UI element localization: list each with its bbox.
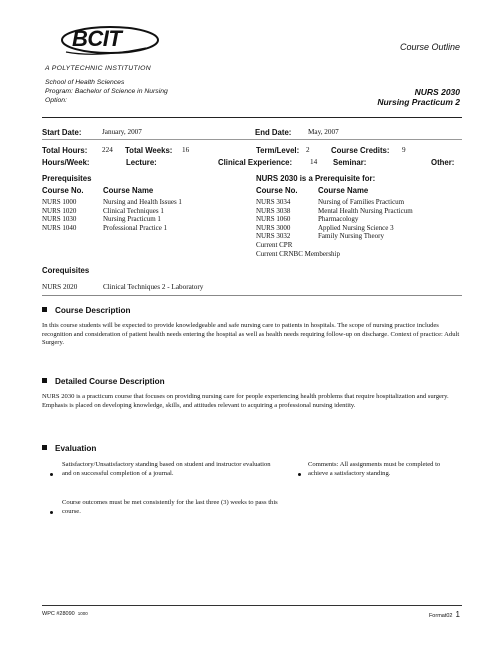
footer-left: WPC #28090 1000 [42, 611, 88, 617]
prerequisites-title: Prerequisites [42, 174, 92, 183]
footer-right: Format02 1 [428, 610, 460, 619]
other-label: Other: [431, 158, 455, 167]
prereq-for-course-numbers [256, 198, 316, 241]
bullet-dot-icon [50, 465, 53, 483]
table-row: NURS 1000 [42, 198, 77, 206]
coreq-course-name: Clinical Techniques 2 - Laboratory [103, 283, 204, 291]
option-label: Option: [45, 97, 67, 104]
table-row: NURS 1020 [42, 206, 77, 215]
table-row: NURS 3032 [256, 232, 291, 241]
table-row: NURS 3038 [256, 206, 291, 215]
prereq-for-course-names [318, 198, 468, 241]
table-row: Nursing and Health Issues 1 [103, 198, 182, 206]
prereq-col-no: Course No. [42, 186, 84, 195]
bullet-dot-icon [50, 503, 53, 521]
course-description-heading: Course Description [42, 306, 131, 315]
prereq-for-col-name: Course Name [318, 186, 369, 195]
clinical-value: 14 [310, 158, 318, 166]
clinical-label: Clinical Experience: [218, 158, 293, 167]
square-bullet-icon [42, 378, 47, 383]
program-name: Program: Bachelor of Science in Nursing [45, 88, 168, 95]
table-row: NURS 3000 [256, 223, 291, 232]
term-value: 2 [306, 146, 310, 154]
course-description-text: In this course students will be expected to provide knowledgeable and safe nursing care to patients in hospitals. The scope of nursing practice includes recognition and consideration of patient health needs entering the hospital as well as health needs requiring follow-up on discharge. Context of practice: Adult Surgery. [42, 322, 460, 347]
credits-label: Course Credits: [331, 146, 390, 155]
evaluation-bullet-2: Course outcomes must be met consistently for the last three (3) weeks to pass this course. [62, 499, 278, 515]
page-number: 1 [455, 610, 460, 619]
table-row: Pharmacology [318, 215, 359, 224]
prereq-course-numbers [42, 198, 102, 232]
section-divider [42, 295, 462, 296]
term-label: Term/Level: [256, 146, 300, 155]
detailed-description-heading: Detailed Course Description [42, 377, 165, 386]
table-row: Mental Health Nursing Practicum [318, 206, 413, 215]
table-row: NURS 1030 [42, 215, 77, 224]
header-divider [42, 117, 462, 118]
square-bullet-icon [42, 307, 47, 312]
table-row: NURS 3034 [256, 198, 291, 206]
footer-divider [42, 605, 462, 606]
bullet-dot-icon [298, 465, 301, 483]
course-name: Nursing Practicum 2 [377, 97, 460, 107]
doc-type: Course Outline [399, 42, 460, 52]
seminar-label: Seminar: [333, 158, 367, 167]
prereq-for-col-no: Course No. [256, 186, 298, 195]
table-row: Applied Nursing Science 3 [318, 223, 394, 232]
end-date-value: May, 2007 [308, 128, 339, 136]
credits-value: 9 [402, 146, 406, 154]
start-date-label: Start Date: [42, 128, 82, 137]
hours-week-label: Hours/Week: [42, 158, 90, 167]
prereq-for-title: NURS 2030 is a Prerequisite for: [256, 174, 376, 183]
total-weeks-label: Total Weeks: [125, 146, 173, 155]
start-date-value: January, 2007 [102, 128, 142, 136]
evaluation-heading: Evaluation [42, 444, 96, 453]
coreq-course-no: NURS 2020 [42, 283, 78, 291]
detailed-description-text: NURS 2030 is a practicum course that focuses on providing nursing care for people experiencing health problems that require hospitalization and surgery. Emphasis is placed on developing knowledge, skills, and attitudes relevant to acquiring a professional nursing identity. [42, 393, 449, 409]
table-row: Clinical Techniques 1 [103, 206, 164, 215]
evaluation-bullet-1: Satisfactory/Unsatisfactory standing based on student and instructor evaluation and on successful completion of a journal. [62, 461, 271, 477]
table-row: Professional Practice 1 [103, 223, 168, 232]
list-item: Current CPR [256, 241, 293, 249]
prereq-course-names [103, 198, 243, 232]
lecture-label: Lecture: [126, 158, 157, 167]
table-row: Family Nursing Theory [318, 232, 384, 241]
evaluation-bullet-3: Comments: All assignments must be completed to achieve a satisfactory standing. [308, 461, 441, 477]
end-date-label: End Date: [255, 128, 292, 137]
total-weeks-value: 16 [182, 146, 190, 154]
total-hours-value: 224 [102, 146, 113, 154]
table-row: Nursing Practicum 1 [103, 215, 161, 224]
corequisites-title: Corequisites [42, 266, 90, 275]
logo-text: BCIT [72, 26, 122, 51]
total-hours-label: Total Hours: [42, 146, 88, 155]
table-row: NURS 1060 [256, 215, 291, 224]
table-row: Nursing of Families Practicum [318, 198, 405, 206]
table-row: NURS 1040 [42, 223, 77, 232]
course-code: NURS 2030 [414, 87, 460, 97]
list-item: Current CRNBC Membership [256, 249, 340, 258]
info-divider [42, 139, 462, 140]
prereq-for-extra [256, 241, 456, 258]
school-name: School of Health Sciences [45, 79, 125, 86]
prereq-col-name: Course Name [103, 186, 154, 195]
institution-tagline: A POLYTECHNIC INSTITUTION [45, 65, 151, 72]
square-bullet-icon [42, 445, 47, 450]
